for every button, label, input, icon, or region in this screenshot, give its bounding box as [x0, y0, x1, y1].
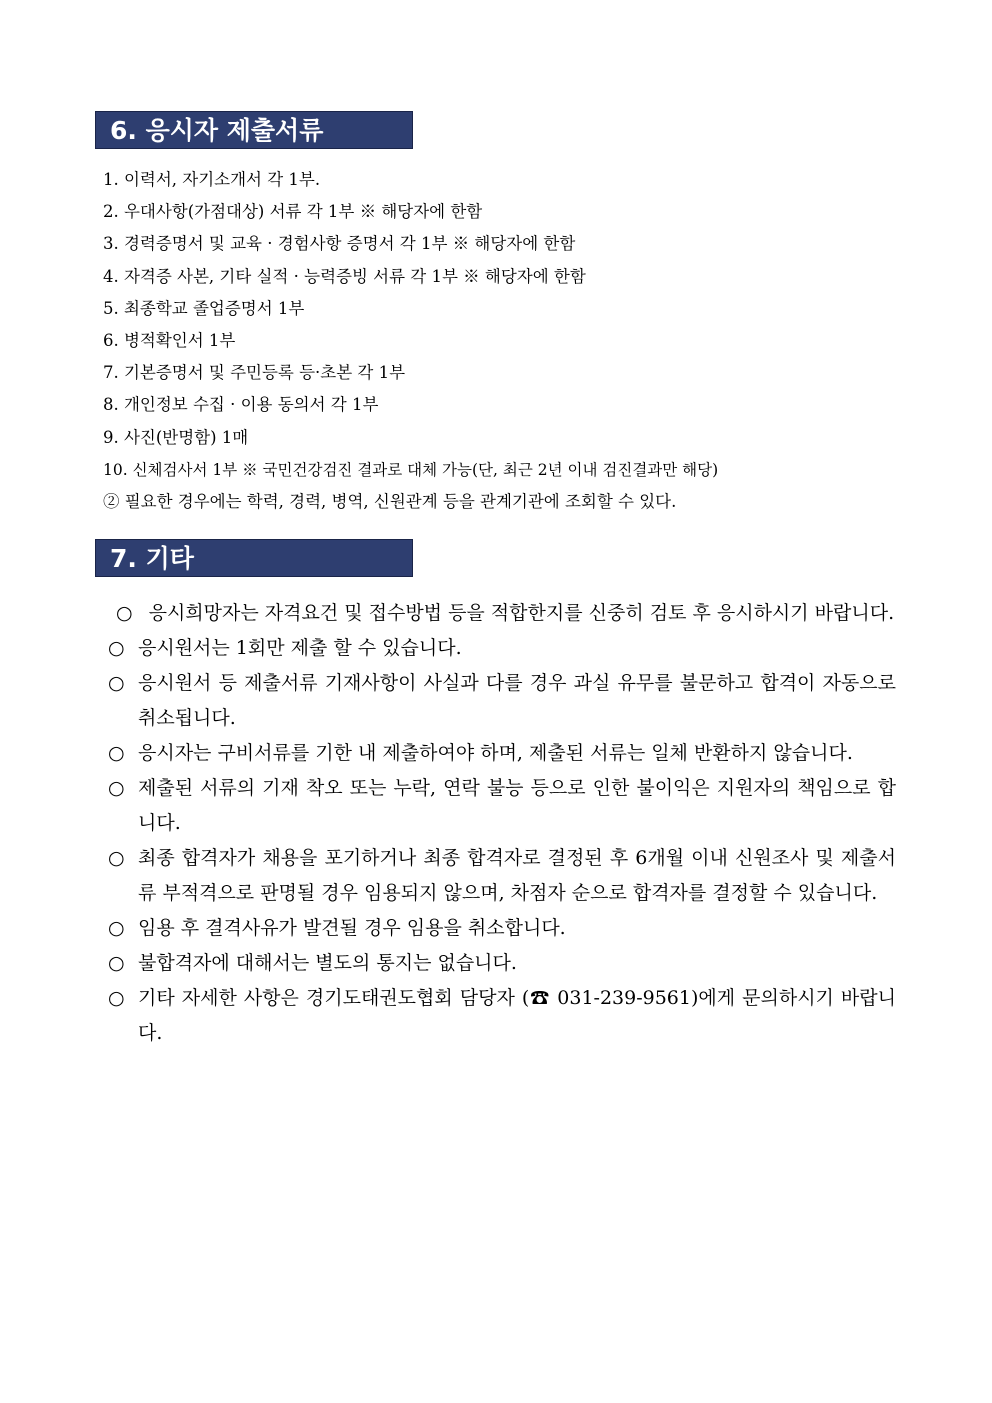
document-item: 1. 이력서, 자기소개서 각 1부.: [103, 170, 321, 189]
note-text: 제출된 서류의 기재 착오 또는 누락, 연락 불능 등으로 인한 불이익은 지원자의 책임으로 합니다.: [138, 777, 896, 834]
circle-bullet-icon: ○: [108, 637, 125, 659]
note-item: [94, 666, 896, 736]
circle-bullet-icon: ○: [108, 847, 125, 869]
note-text: 최종 합격자가 채용을 포기하거나 최종 합격자로 결정된 후 6개월 이내 신원조사 및 제출서류 부적격으로 판명될 경우 임용되지 않으며, 차점자 순으로 합격자를 결정할 수 있습니다.: [138, 847, 896, 904]
section-6-header: [95, 111, 413, 149]
section-6-title: 6. 응시자 제출서류: [110, 116, 324, 145]
note-text: 불합격자에 대해서는 별도의 통지는 없습니다.: [138, 952, 517, 974]
note-item: [94, 596, 896, 631]
note-text: 응시희망자는 자격요건 및 접수방법 등을 적합한지를 신중히 검토 후 응시하시기 바랍니다.: [148, 602, 895, 624]
circle-bullet-icon: ○: [108, 987, 125, 1009]
note-item: [94, 946, 896, 981]
required-documents-list: [103, 166, 718, 520]
section-7-title: 7. 기타: [110, 544, 194, 573]
document-item: 7. 기본증명서 및 주민등록 등·초본 각 1부: [103, 363, 406, 383]
note-item: [94, 981, 896, 1051]
note-text: 응시원서는 1회만 제출 할 수 있습니다.: [138, 637, 462, 659]
note-text: 임용 후 결격사유가 발견될 경우 임용을 취소합니다.: [138, 917, 566, 939]
note-text: 기타 자세한 사항은 경기도태권도협회 담당자 (☎ 031-239-9561)에게 문의하시기 바랍니다.: [138, 987, 896, 1044]
note-item: [94, 736, 896, 771]
note-text: 응시자는 구비서류를 기한 내 제출하여야 하며, 제출된 서류는 일체 반환하지 않습니다.: [138, 742, 853, 764]
section-7-header: [95, 539, 413, 577]
circle-bullet-icon: ○: [108, 742, 125, 764]
note-item: [94, 911, 896, 946]
document-item: 2. 우대사항(가점대상) 서류 각 1부 ※ 해당자에 한함: [103, 202, 483, 222]
document-item: 10. 신체검사서 1부 ※ 국민건강검진 결과로 대체 가능(단, 최근 2년 이내 검진결과만 해당): [103, 460, 719, 479]
circle-bullet-icon: ○: [108, 777, 125, 799]
note-item: [94, 771, 896, 841]
document-item: 4. 자격증 사본, 기타 실적 · 능력증빙 서류 각 1부 ※ 해당자에 한함: [103, 266, 586, 286]
note-text: 응시원서 등 제출서류 기재사항이 사실과 다를 경우 과실 유무를 불문하고 합격이 자동으로 취소됩니다.: [138, 672, 896, 729]
document-item: 8. 개인정보 수집 · 이용 동의서 각 1부: [103, 395, 379, 415]
circle-bullet-icon: ○: [116, 602, 133, 624]
note-item: [94, 631, 896, 666]
circle-bullet-icon: ○: [108, 952, 125, 974]
document-item: 6. 병적확인서 1부: [103, 330, 236, 350]
other-notes-list: [94, 596, 896, 1051]
circle-bullet-icon: ○: [108, 672, 125, 694]
document-item: 5. 최종학교 졸업증명서 1부: [103, 298, 305, 318]
document-note: ② 필요한 경우에는 학력, 경력, 병역, 신원관계 등을 관계기관에 조회할 수 있다.: [103, 491, 677, 511]
circle-bullet-icon: ○: [108, 917, 125, 939]
note-item: [94, 841, 896, 911]
document-item: 3. 경력증명서 및 교육 · 경험사항 증명서 각 1부 ※ 해당자에 한함: [103, 234, 576, 254]
document-item: 9. 사진(반명함) 1매: [103, 427, 249, 447]
